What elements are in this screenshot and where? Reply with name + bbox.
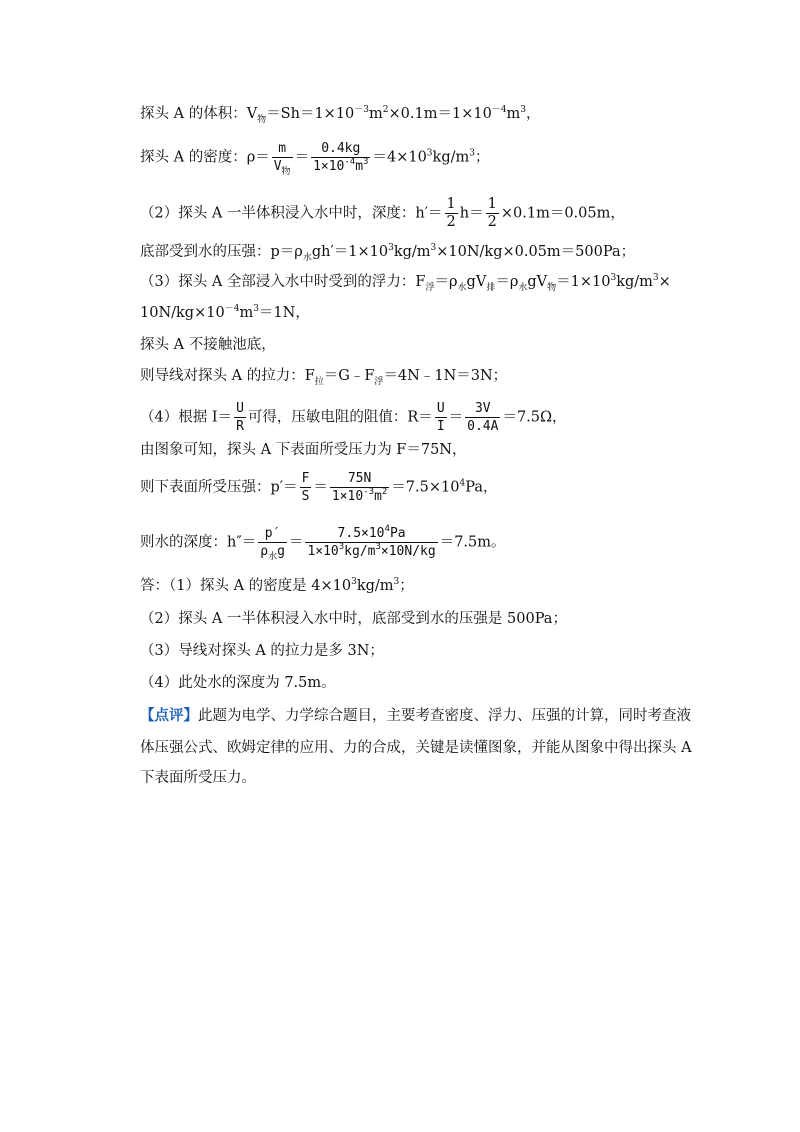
- fraction: $\frac{1}{2}$: [487, 196, 497, 230]
- denominator: $1\times 10^{-4}m^3$: [313, 157, 369, 174]
- fraction: $\frac{75N}{1\times 10^{-3}m^2}$: [331, 471, 388, 504]
- superscript: 3: [520, 105, 527, 115]
- line-comment-2: 体压强公式、欧姆定律的应用、力的合成，关键是读懂图象，并能从图象中得出探头 A: [140, 740, 692, 756]
- text: 探头 A 的密度：ρ＝: [140, 149, 270, 166]
- line-answer-3: （3）导线对探头 A 的拉力是多 3N；: [140, 643, 384, 659]
- fraction: [311, 140, 370, 175]
- denominator: $V_物$: [273, 159, 291, 177]
- text: （2）探头 A 一半体积浸入水中时，深度：h′＝: [140, 205, 443, 222]
- line-comment-3: 下表面所受压力。: [140, 770, 256, 786]
- line-pressure: 底部受到水的压强：$p=\rho_水gh'=1\times 10^3kg/m^3\times 10N/kg\times 0.05m=500Pa$；: [140, 243, 636, 263]
- numerator: 0.4kg: [311, 140, 370, 158]
- line-answer-1: 答：（1）探头 A 的密度是 $4\times 10^3kg/m^3$；: [140, 577, 414, 594]
- fraction: $\frac{7.5\times 10^4Pa}{1\times 10^3kg/m^3\times 10N/kg}$: [307, 524, 436, 559]
- superscript: 3: [469, 148, 475, 159]
- fraction: $\frac{1}{2}$: [446, 196, 456, 230]
- fraction: $\frac{U}{I}$: [436, 401, 445, 434]
- line-density: [140, 140, 489, 175]
- fraction: $\frac{F}{S}$: [301, 471, 310, 504]
- fraction: $\frac{p'}{\rho_水g}$: [260, 526, 285, 562]
- superscript: 2: [382, 105, 389, 115]
- line-resistance: （4）根据 I＝ $\frac{U}{R}$ 可得，压敏电阻的阻值：R＝ $\frac{U}{I}$ ＝ $\frac{3V}{0.4A}$ ＝7.5Ω，: [140, 401, 567, 434]
- fraction: $\frac{3V}{0.4A}$: [467, 401, 499, 434]
- line-volume: [140, 104, 541, 124]
- subscript: 物: [257, 115, 267, 125]
- superscript: 3: [426, 148, 433, 159]
- line-answer-4: （4）此处水的深度为 7.5m。: [140, 675, 336, 691]
- line-bottom-pressure: 则下表面所受压强：p′＝ $\frac{F}{S}$ ＝ $\frac{75N}{1\times 10^{-3}m^2}$ $=7.5\times 10^4Pa$，: [140, 471, 498, 504]
- text: m: [369, 106, 383, 122]
- line-buoyancy-cont: $10N/kg\times 10^{-4}m^3=1N$，: [140, 304, 310, 321]
- fraction: $\frac{U}{R}$: [236, 401, 244, 434]
- text: ＝Sh＝1×10: [266, 106, 355, 122]
- line-buoyancy: （3）探头 A 全部浸入水中时受到的浮力：$F_浮=\rho_水gV_排=\rho_水gV_物=1\times 10^3kg/m^3\times$: [140, 273, 671, 293]
- line-answer-2: （2）探头 A 一半体积浸入水中时，底部受到水的压强是 500Pa；: [140, 611, 567, 627]
- superscript: －3: [354, 105, 370, 115]
- text: ；: [474, 149, 490, 166]
- line-water-depth: 则水的深度：h″＝ $\frac{p'}{\rho_水g}$ ＝ $\frac{7.5\times 10^4Pa}{1\times 10^3kg/m^3\times 10N/kg}$ ＝7.5m。: [140, 524, 506, 562]
- line-comment-1: 【点评】此题为电学、力学综合题目，主要考查密度、浮力、压强的计算，同时考查液: [140, 707, 691, 724]
- superscript: －4: [491, 105, 507, 115]
- text: m: [506, 106, 521, 122]
- fraction: [272, 140, 293, 175]
- comment-tag: 【点评】: [140, 707, 198, 724]
- text: ＝: [294, 149, 310, 166]
- text: ＝4×10: [372, 149, 427, 166]
- line-tension: 则导线对探头 A 的拉力：$F_拉=G﹣F_浮=4N﹣1N=3N$；: [140, 368, 508, 387]
- text: h＝: [459, 205, 484, 222]
- line-force-from-graph: 由图象可知，探头 A 下表面所受压力为 F＝75N，: [140, 442, 467, 458]
- numerator: m: [272, 140, 293, 158]
- text: ，: [526, 106, 541, 122]
- text: 探头 A 的体积：V: [140, 106, 258, 122]
- text: ×0.1m＝1×10: [388, 106, 492, 122]
- text: kg/m: [432, 149, 470, 166]
- text: ×0.1m＝0.05m，: [500, 205, 625, 222]
- line-no-contact: 探头 A 不接触池底，: [140, 337, 276, 353]
- line-depth: [140, 196, 625, 231]
